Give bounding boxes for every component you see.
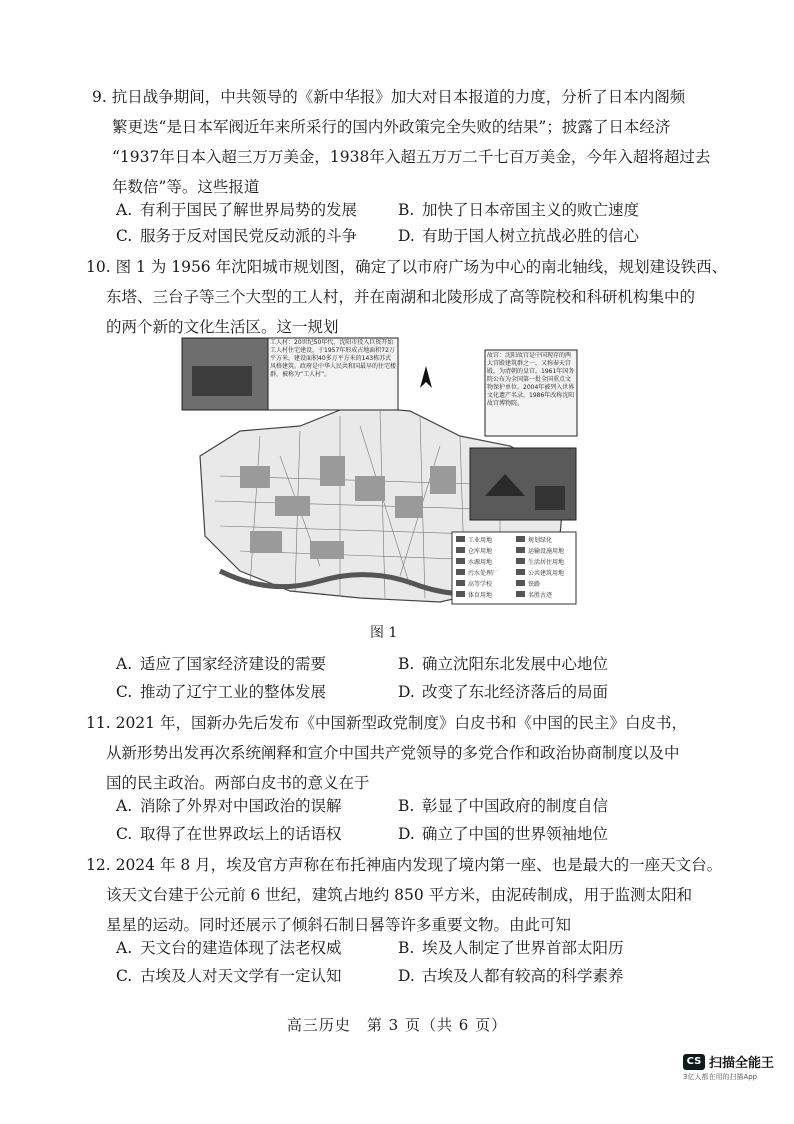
q10-option-b: B. 确立沈阳东北发展中心地位 <box>398 655 609 673</box>
inset-text-left: 工人村：20世纪50年代，沈阳市投入巨资开始工人村住宅建设，于1957年形成占地面积72万平方米，建设面积40多万平方米的143栋苏式风格建筑。政府是中华人民共和国最早的住宅楼群，被称为“工人村”。 <box>270 339 396 378</box>
q10-option-a: A. 适应了国家经济建设的需要 <box>116 655 327 673</box>
q10-option-c: C. 推动了辽宁工业的整体发展 <box>116 683 327 701</box>
q9-line-2: 繁更迭“是日本军阀近年来所采行的国内外政策完全失败的结果”；披露了日本经济 <box>112 118 671 136</box>
legend-label: 水源用地 <box>468 559 493 566</box>
legend-label: 名胜古迹 <box>528 592 553 599</box>
legend-label: 体育用地 <box>468 592 493 599</box>
legend-label: 运输设施用地 <box>528 548 565 555</box>
legend-label: 污水处理厂 <box>468 570 499 577</box>
q9-option-a: A. 有利于国民了解世界局势的发展 <box>116 201 358 219</box>
q12-line-3: 星星的运动。同时还展示了倾斜石制日晷等许多重要文物。由此可知 <box>106 916 572 934</box>
q11-option-a: A. 消除了外界对中国政治的误解 <box>116 797 342 815</box>
q9-option-b: B. 加快了日本帝国主义的败亡速度 <box>398 201 640 219</box>
question-9 <box>92 82 712 202</box>
q12-option-d: D. 古埃及人都有较高的科学素养 <box>398 967 624 985</box>
question-12 <box>86 850 723 940</box>
legend-label: 高等学校 <box>468 581 493 588</box>
q9-line-3: “1937年日本入超三万万美金，1938年入超五万万二千七百万美金，今年入超将超过去 <box>112 148 711 166</box>
q12-option-c: C. 古埃及人对天文学有一定认知 <box>116 967 342 985</box>
shenyang-plan-map-figure <box>180 336 580 612</box>
q10-line-1: 10. 图 1 为 1956 年沈阳城市规划图，确定了以市府广场为中心的南北轴线，规划建设铁西、 <box>86 258 728 276</box>
brand-name: 扫描全能王 <box>709 1056 775 1071</box>
question-11 <box>86 708 706 798</box>
north-arrow-icon <box>420 366 432 388</box>
figure-caption: 图 1 <box>370 625 398 641</box>
q11-line-3: 国的民主政治。两部白皮书的意义在于 <box>106 774 370 792</box>
q12-option-b: B. 埃及人制定了世界首部太阳历 <box>398 939 624 957</box>
q11-option-c: C. 取得了在世界政坛上的话语权 <box>116 825 342 843</box>
legend-label: 规划绿化 <box>528 537 553 544</box>
question-10 <box>86 252 728 342</box>
inset-text-right: 故宫：沈阳故宫是中国现存的两大宫殿建筑群之一，又称奉天宫殿，为清朝的皇宫。1961年国务院公布为全国第一批全国重点文物保护单位。2004年被列入世界文化遗产名录，1986年改称沈阳故宫博物院。 <box>487 352 575 407</box>
scanner-logo <box>683 1052 774 1071</box>
q11-line-2: 从新形势出发再次系统阐释和宣介中国共产党领导的多党合作和政治协商制度以及中 <box>106 744 680 762</box>
page-footer: 高三历史 第 3 页（共 6 页） <box>286 1016 508 1034</box>
q11-option-d: D. 确立了中国的世界领袖地位 <box>398 825 609 843</box>
q9-line-1: 9. 抗日战争期间，中共领导的《新中华报》加大对日本报道的力度，分析了日本内阁频 <box>92 88 686 106</box>
q9-option-c: C. 服务于反对国民党反动派的斗争 <box>116 227 358 245</box>
q12-line-2: 该天文台建于公元前 6 世纪，建筑占地约 850 平方米，由泥砖制成，用于监测太阳和 <box>106 886 693 904</box>
q9-line-4: 年数倍”等。这些报道 <box>112 178 260 196</box>
map-svg <box>180 336 580 612</box>
q11-option-b: B. 彰显了中国政府的制度自信 <box>398 797 609 815</box>
legend-label: 生活居住用地 <box>528 559 565 566</box>
legend-label: 铁路 <box>528 581 541 588</box>
q9-option-d: D. 有助于国人树立抗战必胜的信心 <box>398 227 640 245</box>
brand-tagline: 3亿人都在用的扫描App <box>683 1073 758 1081</box>
q10-line-2: 东塔、三台子等三个大型的工人村，并在南湖和北陵形成了高等院校和科研机构集中的 <box>106 288 696 306</box>
cs-logo-icon: CS <box>683 1054 705 1070</box>
legend-label: 工业用地 <box>468 537 493 544</box>
q10-option-d: D. 改变了东北经济落后的局面 <box>398 683 609 701</box>
q11-line-1: 11. 2021 年，国新办先后发布《中国新型政党制度》白皮书和《中国的民主》白皮书， <box>86 714 687 732</box>
legend-label: 仓库用地 <box>468 548 493 555</box>
q12-line-1: 12. 2024 年 8 月，埃及官方声称在布托神庙内发现了境内第一座、也是最大的一座天文台。 <box>86 856 723 874</box>
legend-label: 公共建筑用地 <box>528 570 565 577</box>
q12-option-a: A. 天文台的建造体现了法老权威 <box>116 939 342 957</box>
q10-line-3: 的两个新的文化生活区。这一规划 <box>106 318 339 336</box>
